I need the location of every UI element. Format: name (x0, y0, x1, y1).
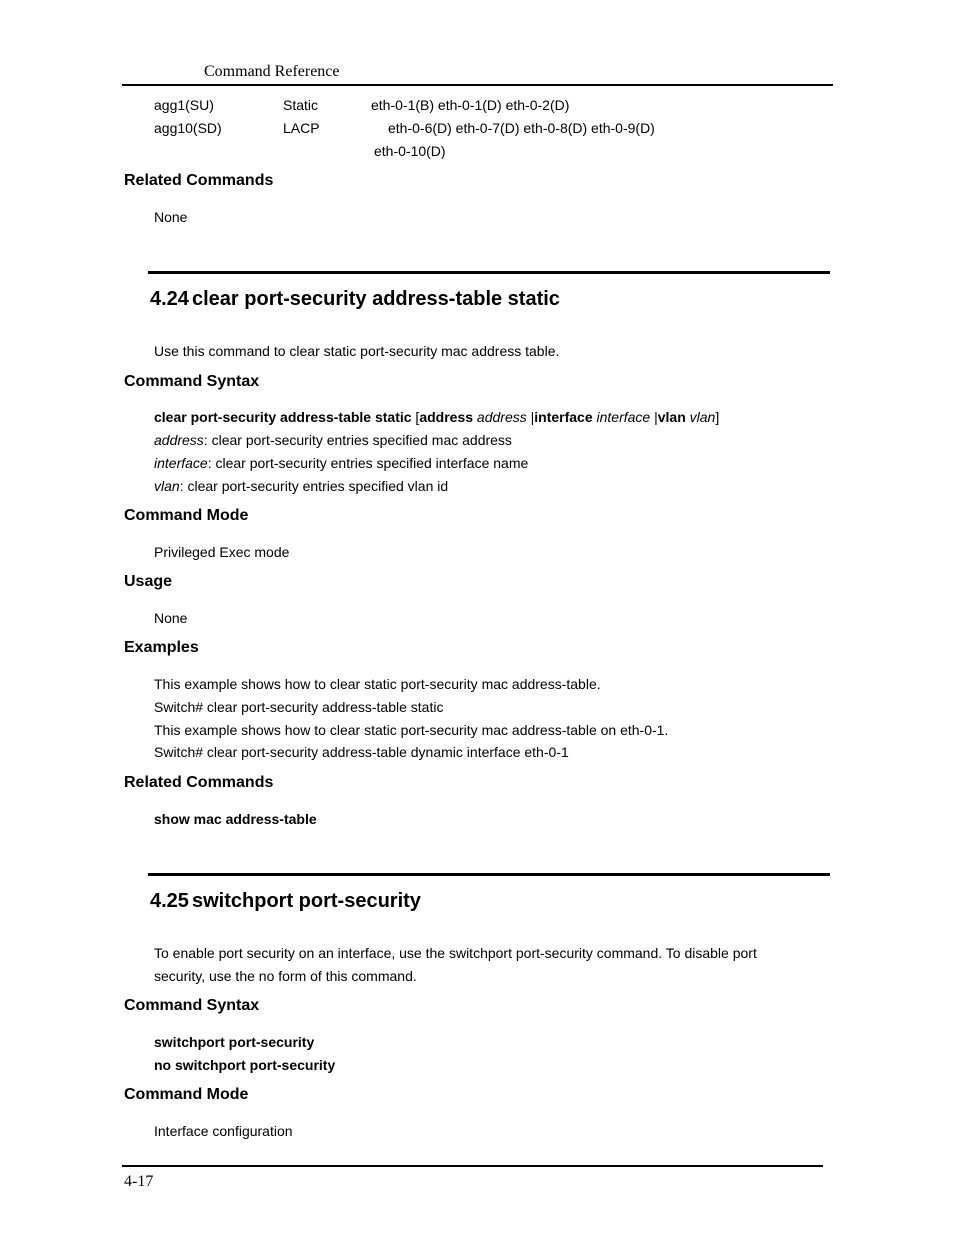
related-commands-heading: Related Commands (124, 774, 274, 791)
command-syntax-heading: Command Syntax (124, 373, 260, 390)
syntax-separator: | (530, 409, 535, 425)
command-mode-heading: Command Mode (124, 507, 249, 524)
syntax-argument: vlan (685, 409, 716, 425)
syntax-bracket: ] (715, 409, 720, 425)
table-cell-ports: eth-0-10(D) (374, 143, 446, 159)
section-title: clear port-security address-table static (192, 288, 560, 310)
table-cell-ports: eth-0-6(D) eth-0-7(D) eth-0-8(D) eth-0-9(D) (388, 120, 655, 136)
section-rule (148, 873, 830, 876)
related-command-link[interactable]: show mac address-table (154, 811, 317, 827)
command-syntax-line (154, 409, 719, 426)
section-number: 4.25 (150, 890, 189, 912)
table-cell-type: Static (283, 97, 319, 113)
syntax-keyword: vlan (657, 409, 686, 425)
table-cell-name: agg1(SU) (154, 97, 214, 113)
syntax-command: clear port-security address-table static (154, 409, 412, 425)
command-mode-heading: Command Mode (124, 1086, 249, 1103)
section-intro: Use this command to clear static port-security mac address table. (154, 343, 560, 359)
table-cell-ports: eth-0-1(B) eth-0-1(D) eth-0-2(D) (371, 97, 570, 113)
section-rule (148, 271, 830, 274)
syntax-separator: | (654, 409, 658, 425)
related-commands-heading: Related Commands (124, 172, 274, 189)
parameter-text: : clear port-security entries specified mac address (203, 432, 512, 448)
table-cell-name: agg10(SD) (154, 120, 222, 136)
section-title: switchport port-security (192, 890, 421, 912)
example-line: This example shows how to clear static port-security mac address-table on eth-0-1. (154, 722, 669, 738)
parameter-name: vlan (154, 478, 180, 494)
command-mode-value: Privileged Exec mode (154, 544, 290, 560)
usage-value: None (154, 610, 188, 626)
command-syntax-line: switchport port-security (154, 1034, 315, 1050)
usage-heading: Usage (124, 573, 173, 590)
syntax-keyword: interface (534, 409, 593, 425)
syntax-bracket: [ (411, 409, 420, 425)
command-syntax-heading: Command Syntax (124, 997, 260, 1014)
parameter-description (154, 432, 512, 449)
section-number: 4.24 (150, 288, 189, 310)
syntax-argument: interface (592, 409, 655, 425)
syntax-argument: address (473, 409, 531, 425)
example-line: Switch# clear port-security address-table dynamic interface eth-0-1 (154, 744, 569, 760)
examples-heading: Examples (124, 639, 199, 656)
example-line: This example shows how to clear static port-security mac address-table. (154, 676, 601, 692)
parameter-name: address (154, 432, 204, 448)
section-intro: To enable port security on an interface, use the switchport port-security command. To disable port (154, 945, 757, 961)
command-syntax-line: no switchport port-security (154, 1057, 336, 1073)
parameter-text: : clear port-security entries specified interface name (207, 455, 529, 471)
parameter-text: : clear port-security entries specified vlan id (179, 478, 449, 494)
parameter-description (154, 478, 448, 495)
running-header: Command Reference (204, 63, 340, 80)
syntax-keyword: address (419, 409, 474, 425)
command-mode-value: Interface configuration (154, 1123, 293, 1139)
parameter-name: interface (154, 455, 208, 471)
footer-rule (122, 1165, 823, 1167)
header-rule (122, 84, 833, 86)
table-cell-type: LACP (283, 120, 320, 136)
page-number: 4-17 (124, 1173, 154, 1190)
related-commands-value: None (154, 209, 188, 225)
section-intro: security, use the no form of this command. (154, 968, 417, 984)
example-line: Switch# clear port-security address-table static (154, 699, 444, 715)
parameter-description (154, 455, 528, 472)
